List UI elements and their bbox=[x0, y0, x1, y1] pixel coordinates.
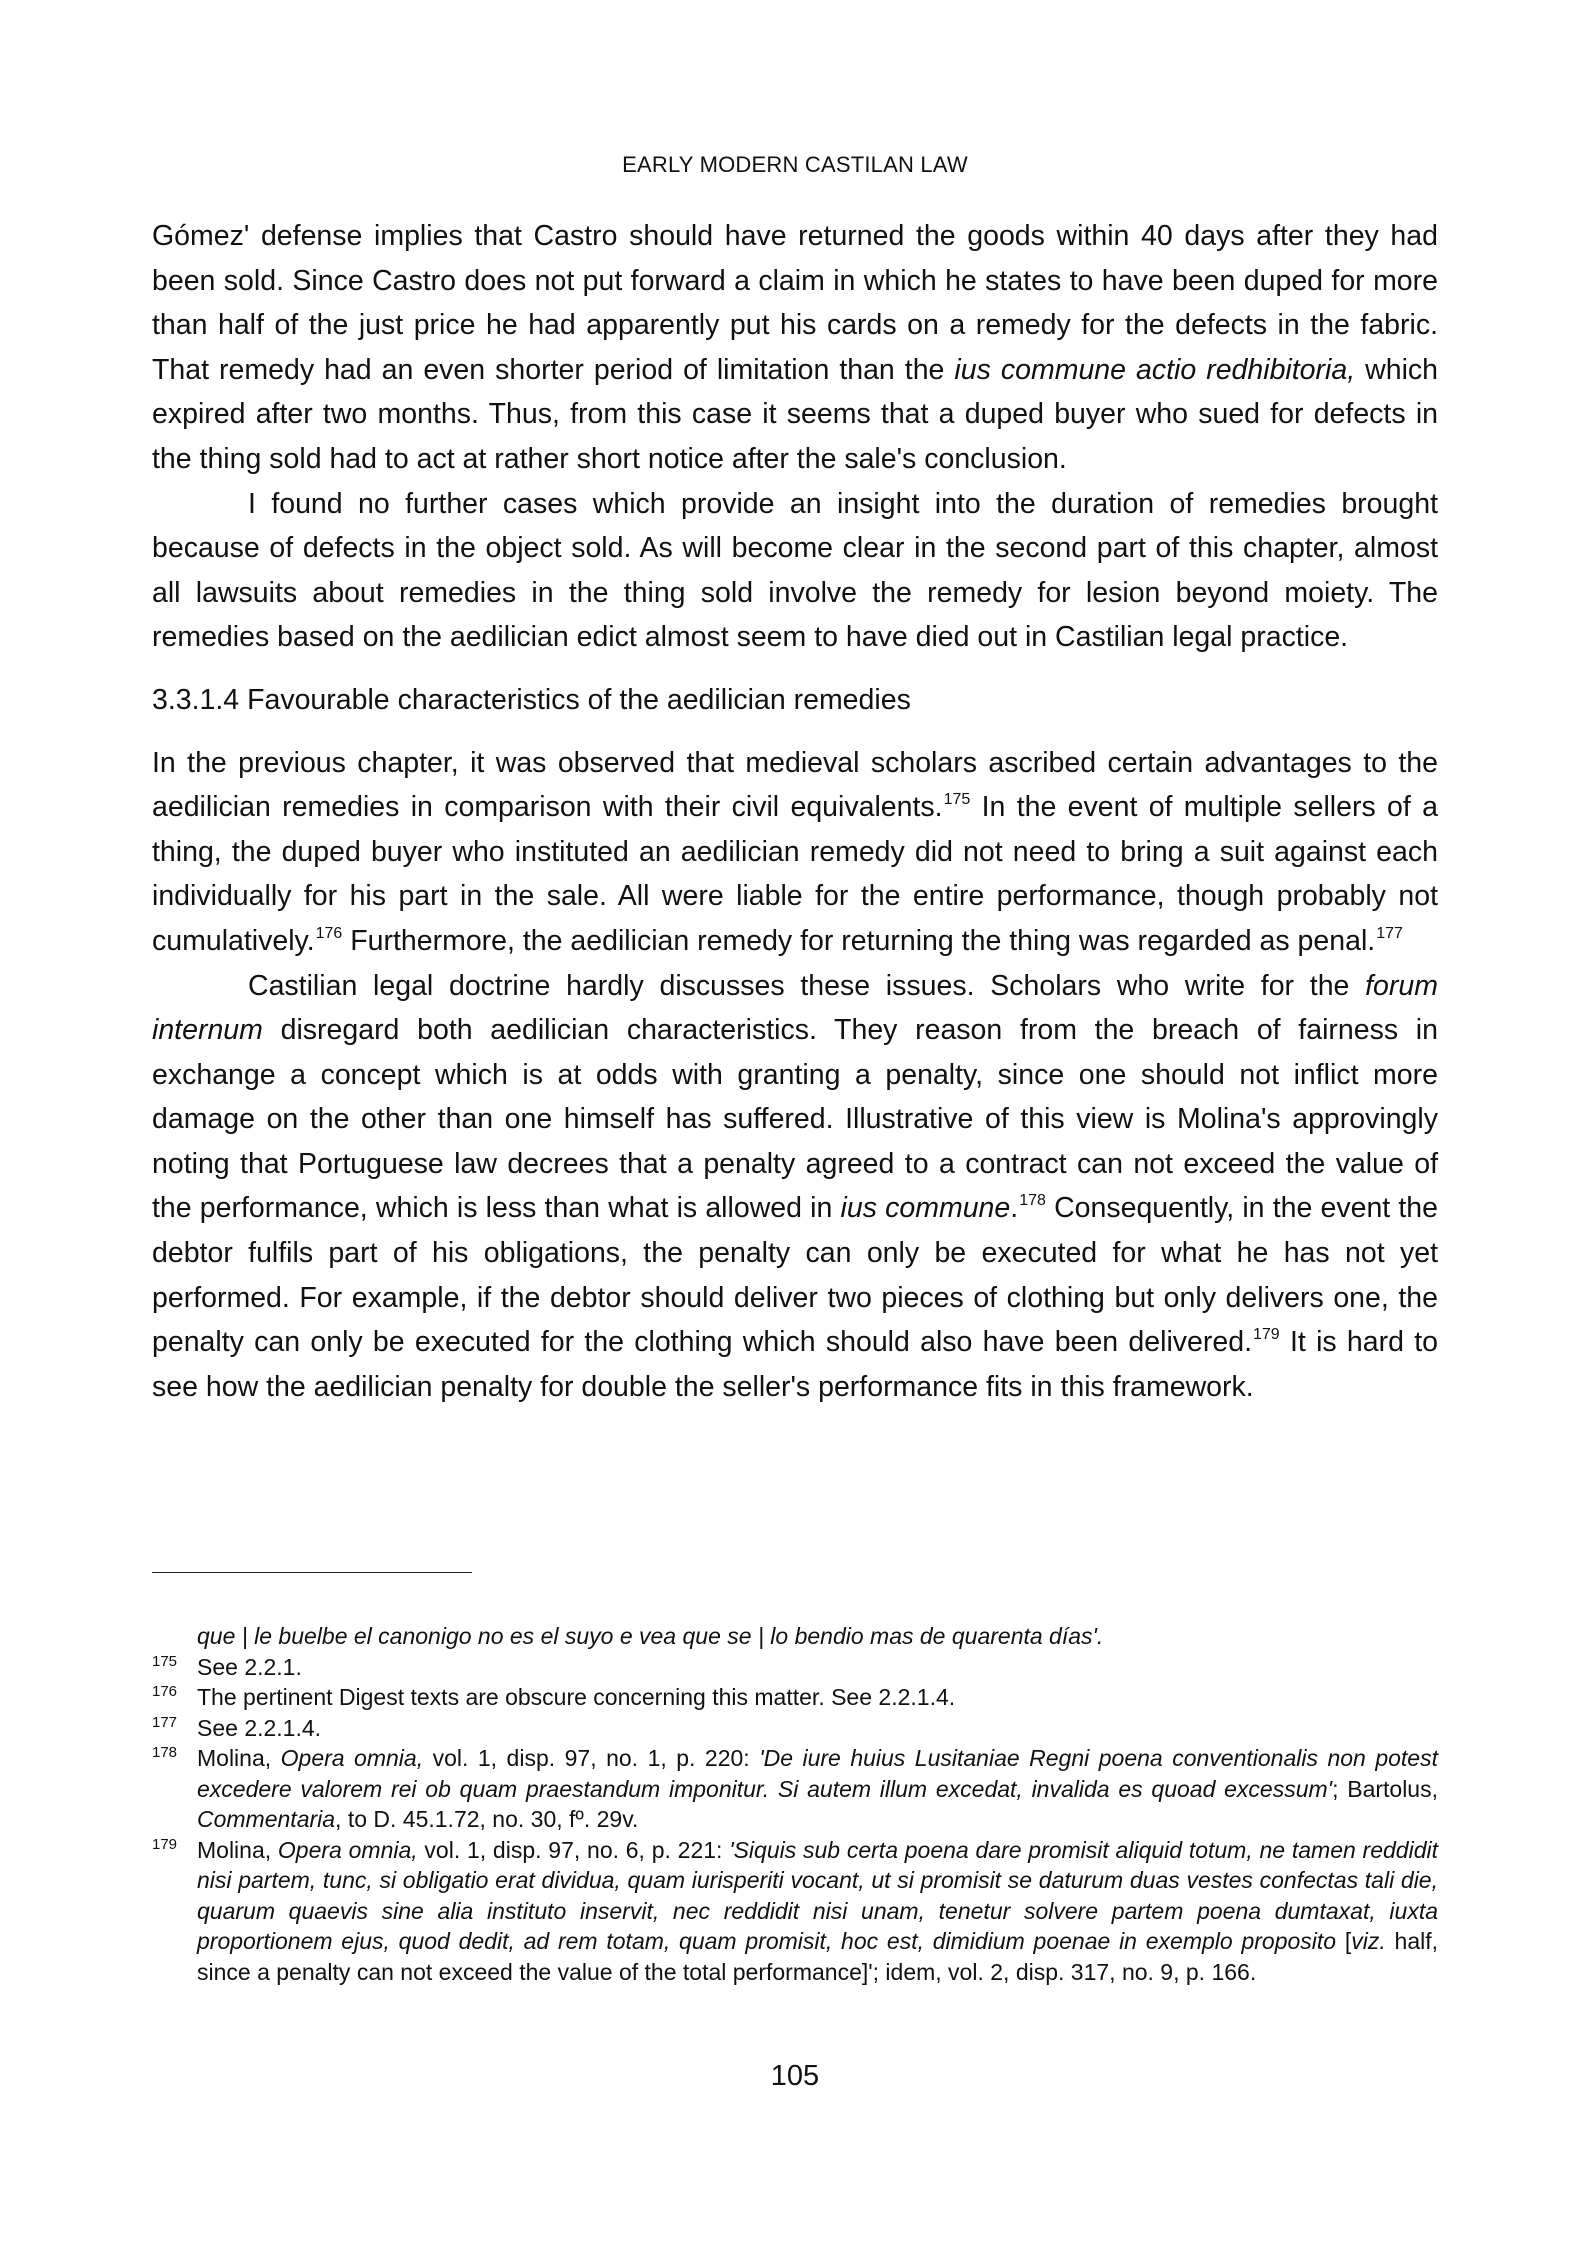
footnote-number: 179 bbox=[152, 1835, 178, 1853]
paragraph-1: Gómez' defense implies that Castro should have returned the goods within 40 days after they had been sold. Since Castro does not put forward a claim in which he states to have been duped for more than half of the just price he had apparently put his cards on a remedy for the defects in the fabric. That remedy had an even shorter period of limitation than the ius commune actio redhibitoria, which expired after two months. Thus, from this case it seems that a duped buyer who sued for defects in the thing sold had to act at rather short notice after the sale's conclusion. bbox=[152, 220, 1438, 475]
italic-term: ius commune actio redhibitoria, bbox=[954, 353, 1356, 386]
footnote-176: 176 The pertinent Digest texts are obscure concerning this matter. See 2.2.1.4. bbox=[152, 1682, 1438, 1713]
footnotes bbox=[152, 1621, 1438, 1987]
italic-term: ius commune bbox=[840, 1192, 1011, 1225]
footnote-ref-175[interactable]: 175 bbox=[943, 791, 971, 809]
footnote-ref-179[interactable]: 179 bbox=[1253, 1326, 1280, 1344]
footnote-number: 178 bbox=[152, 1744, 178, 1761]
footnote-number: 177 bbox=[152, 1713, 178, 1731]
footnote-ref-178[interactable]: 178 bbox=[1019, 1192, 1046, 1210]
footnote-separator bbox=[152, 1572, 472, 1573]
footnote-continued: que | le buelbe el canonigo no es el suyo e vea que se | lo bendio mas de quarenta días'. bbox=[197, 1623, 1104, 1649]
paragraph-4: Castilian legal doctrine hardly discusses these issues. Scholars who write for the forum internum disregard both aedilician characteristics. They reason from the breach of fairness in exchange a concept which is at odds with granting a penalty, since one should not inflict more damage on the other than one himself has suffered. Illustrative of this view is Molina's approvingly noting that Portuguese law decrees that a penalty agreed to a contract can not exceed the value of the performance, which is less than what is allowed in ius commune.$^{178}$ Consequently, in the event the debtor fulfils part of his obligations, the penalty can only be executed for what he has not yet performed. For example, if the debtor should deliver two pieces of clothing but only delivers one, the penalty can only be executed for the clothing which should also have been delivered.$^{179}$ It is hard to see how the aedilician penalty for double the seller's performance fits in this framework. bbox=[152, 969, 1439, 1403]
section-heading: 3.3.1.4 Favourable characteristics of the aedilician remedies bbox=[152, 683, 911, 716]
footnote-number: 176 bbox=[152, 1683, 178, 1700]
page-number: 105 bbox=[770, 2060, 820, 2092]
italic-term: forum internum bbox=[152, 969, 1438, 1047]
paragraph-2: I found no further cases which provide an insight into the duration of remedies brought because of defects in the object sold. As will become clear in the second part of this chapter, almost all lawsuits about remedies in the thing sold involve the remedy for lesion beyond moiety. The remedies based on the aedilician edict almost seem to have died out in Castilian legal practice. bbox=[152, 487, 1438, 654]
footnote-175: 175 See 2.2.1. bbox=[152, 1652, 1438, 1683]
paragraph-3: In the previous chapter, it was observed that medieval scholars ascribed certain advantages to the aedilician remedies in comparison with their civil equivalents.$^{175}$ In the event of multiple sellers of a thing, the duped buyer who instituted an aedilician remedy did not need to bring a suit against each individually for his part in the sale. All were liable for the entire performance, though probably not cumulatively.$^{176}$ Furthermore, the aedilician remedy for returning the thing was regarded as penal.$^{177}$ bbox=[152, 746, 1438, 957]
running-header: EARLY MODERN CASTILAN LAW bbox=[622, 152, 968, 177]
footnote-177: 177 See 2.2.1.4. bbox=[152, 1713, 1438, 1744]
body-text bbox=[152, 214, 1438, 1409]
footnote-178: 178 Molina, Opera omnia, vol. 1, disp. 97, no. 1, p. 220: 'De iure huius Lusitaniae Regni poena conventionalis non potest excedere valorem rei ob quam praestandum imponitur. Si autem illum excedat, invalida es quoad excessum'; Bartolus, Commentaria, to D. 45.1.72, no. 30, fº. 29v. bbox=[152, 1743, 1438, 1835]
footnote-ref-176[interactable]: 176 bbox=[315, 924, 343, 942]
footnote-ref-177[interactable]: 177 bbox=[1376, 924, 1403, 942]
footnote-number: 175 bbox=[152, 1652, 178, 1670]
footnote-179: 179 Molina, Opera omnia, vol. 1, disp. 97, no. 6, p. 221: 'Siquis sub certa poena dare promisit aliquid totum, ne tamen reddidit nisi partem, tunc, si obligatio erat dividua, quam iurisperiti vocant, ut si promisit se daturum duas vestes confectas tali die, quarum quaevis sine alia instituto inservit, nec reddidit nisi unam, tenetur solvere partem poena dumtaxat, iuxta proportionem ejus, quod dedit, ad rem totam, quam promisit, hoc est, dimidium poenae in exemplo proposito [viz. half, since a penalty can not exceed the value of the total performance]'; idem, vol. 2, disp. 317, no. 9, p. 166. bbox=[152, 1835, 1438, 1988]
